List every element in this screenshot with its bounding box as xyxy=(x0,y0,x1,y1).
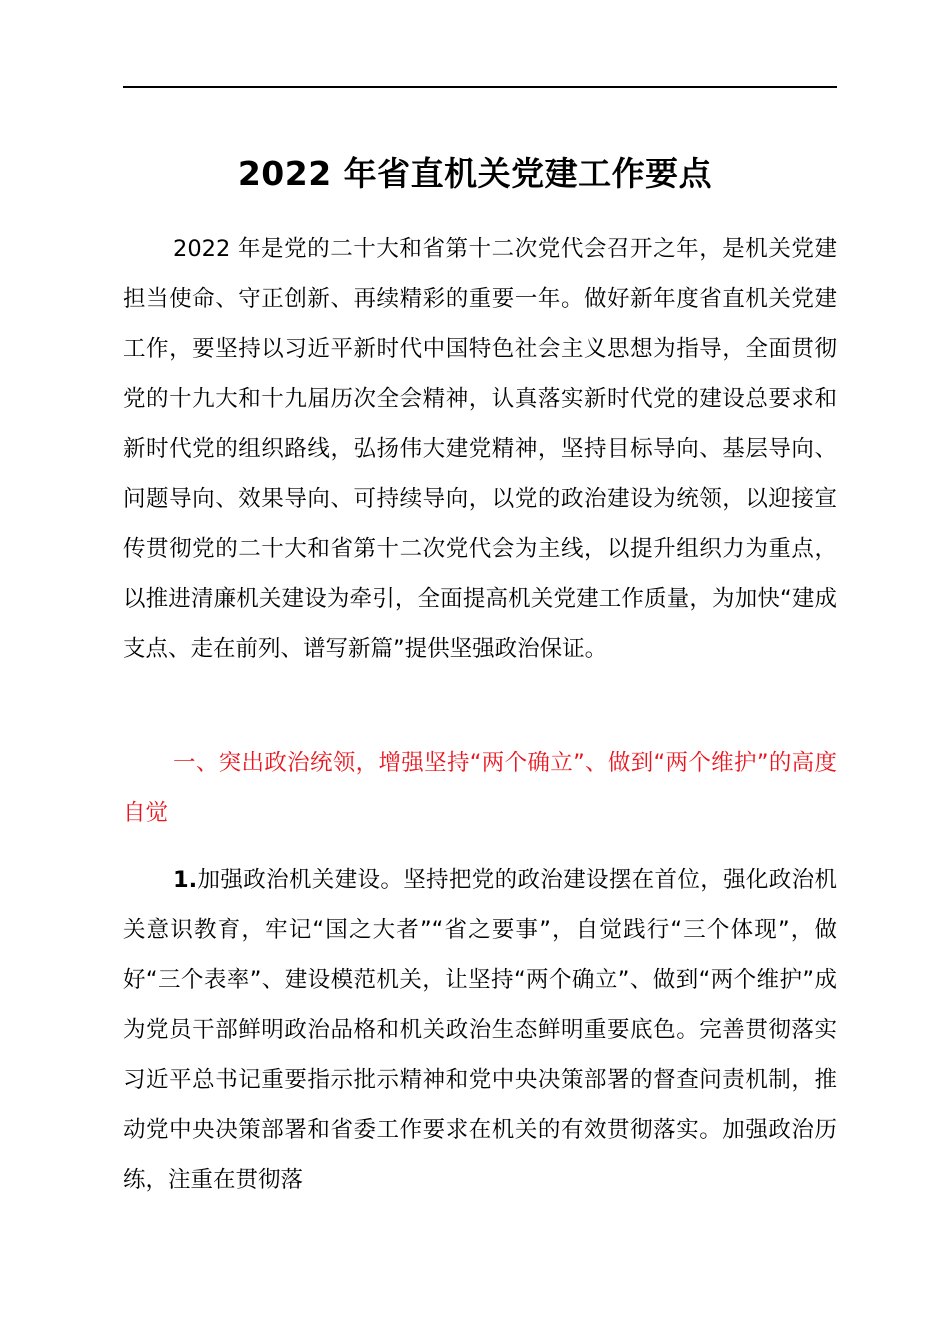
intro-paragraph: 2022 年是党的二十大和省第十二次党代会召开之年，是机关党建担当使命、守正创新、再续精彩的重要一年。做好新年度省直机关党建工作，要坚持以习近平新时代中国特色社会主义思想为指导，全面贯彻党的十九大和十九届历次全会精神，认真落实新时代党的建设总要求和新时代党的组织路线，弘扬伟大建党精神，坚持目标导向、基层导向、问题导向、效果导向、可持续导向，以党的政治建设为统领，以迎接宣传贯彻党的二十大和省第十二次党代会为主线，以提升组织力为重点，以推进清廉机关建设为牵引，全面提高机关党建工作质量，为加快“建成支点、走在前列、谱写新篇”提供坚强政治保证。 xyxy=(123,236,837,662)
section-heading: 一、突出政治统领，增强坚持“两个确立”、做到“两个维护”的高度自觉 xyxy=(123,750,837,826)
document-title: 2022 年省直机关党建工作要点 xyxy=(237,154,713,193)
header-rule xyxy=(123,86,837,88)
item-paragraph xyxy=(123,855,837,1205)
item-text: 加强政治机关建设。坚持把党的政治建设摆在首位，强化政治机关意识教育，牢记“国之大者”“省之要事”，自觉践行“三个体现”，做好“三个表率”、建设模范机关，让坚持“两个确立”、做到“两个维护”成为党员干部鲜明政治品格和机关政治生态鲜明重要底色。完善贯彻落实习近平总书记重要指示批示精神和党中央决策部署的督查问责机制，推动党中央决策部署和省委工作要求在机关的有效贯彻落实。加强政治历练，注重在贯彻落 xyxy=(123,867,837,1193)
item-number: 1. xyxy=(173,867,198,893)
